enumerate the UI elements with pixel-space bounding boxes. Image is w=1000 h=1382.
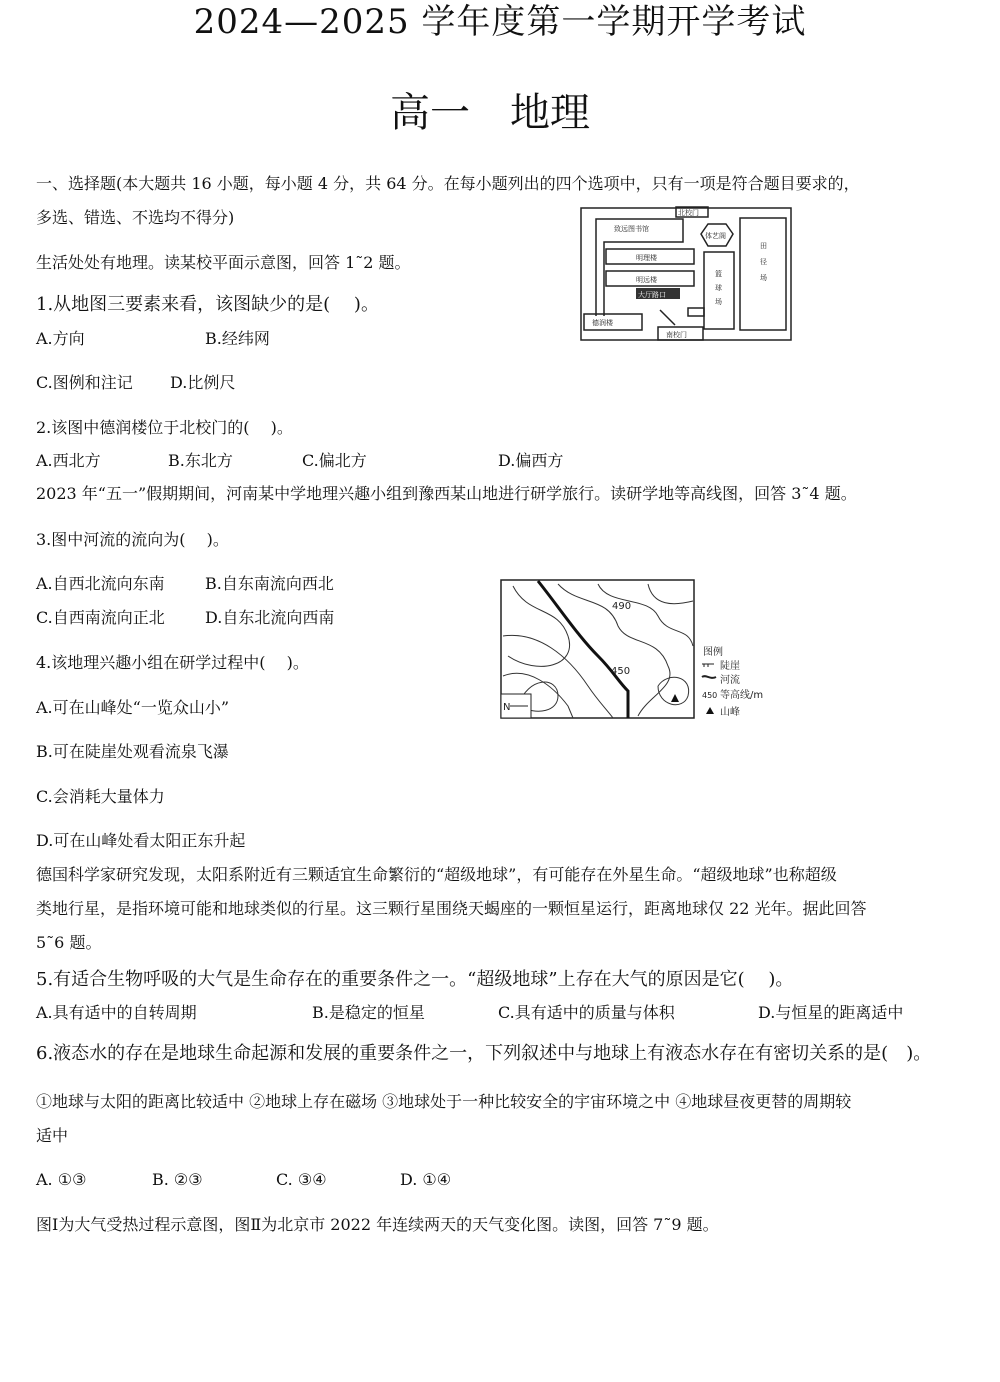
contour-map	[498, 576, 778, 722]
track-label: 田	[760, 242, 767, 250]
legend-river: 河流	[720, 675, 740, 686]
option: C.图例和注记	[36, 373, 133, 392]
cliff-icon	[702, 664, 714, 667]
option: A.方向	[36, 329, 85, 348]
arts-label: 体艺阁	[705, 232, 726, 240]
legend-peak: 山峰	[720, 707, 740, 718]
option: B.可在陡崖处观看流泉飞瀑	[36, 742, 229, 761]
option: B.自东南流向西北	[205, 574, 334, 593]
north-gate-label: 北校门	[678, 209, 699, 217]
derun-label: 德润楼	[592, 319, 613, 327]
passage-4: 图Ⅰ为大气受热过程示意图，图Ⅱ为北京市 2022 年连续两天的天气变化图。读图，回答 7˜9 题。	[36, 1215, 719, 1234]
option: A.西北方	[36, 451, 101, 470]
option: A.可在山峰处“一览众山小”	[36, 698, 230, 717]
option: B. ②③	[152, 1170, 203, 1189]
legend-contour-value: 450	[702, 691, 718, 700]
peak-icon	[671, 694, 679, 702]
option: A. ①③	[36, 1170, 87, 1189]
passage-2: 2023 年“五一”假期期间，河南某中学地理兴趣小组到豫西某山地进行研学旅行。读研学地等高线图，回答 3˜4 题。	[36, 484, 857, 503]
option: C. ③④	[276, 1170, 327, 1189]
legend-cliff: 陡崖	[720, 661, 740, 672]
building-label: 明理楼	[636, 254, 657, 262]
south-gate-label: 南校门	[666, 331, 687, 339]
option: D.比例尺	[170, 373, 236, 392]
building-label: 明远楼	[636, 276, 657, 284]
passage-3-line3: 5˜6 题。	[36, 933, 102, 952]
track-label: 场	[760, 274, 767, 282]
river-icon	[702, 676, 716, 678]
exam-subject: 高一 地理	[390, 90, 590, 136]
track-label: 径	[760, 258, 767, 266]
exam-title: 2024—2025 学年度第一学期开学考试	[193, 2, 807, 42]
question-2: 2.该图中德润楼位于北校门的( )。	[36, 418, 293, 437]
question-1: 1.从地图三要素来看，该图缺少的是( )。	[36, 294, 379, 315]
legend-contour: 等高线/m	[720, 690, 764, 701]
option: D.可在山峰处看太阳正东升起	[36, 831, 246, 850]
school-map	[578, 204, 796, 344]
legend-title: 图例	[703, 647, 723, 658]
question-6: 6.液态水的存在是地球生命起源和发展的重要条件之一，下列叙述中与地球上有液态水存在有密切关系的是( )。	[36, 1043, 932, 1064]
question-4: 4.该地理兴趣小组在研学过程中( )。	[36, 653, 309, 672]
section-instruction-2: 多选、错选、不选均不得分)	[36, 208, 235, 227]
basketball-label: 场	[715, 298, 722, 306]
contour-label-450: 450	[611, 666, 631, 677]
north-arrow-label: N	[503, 702, 511, 713]
option: C.偏北方	[302, 451, 367, 470]
passage-3-line2: 类地行星，是指环境可能和地球类似的行星。这三颗行星围绕天蝎座的一颗恒星运行，距离地球仅 22 光年。据此回答	[36, 899, 867, 918]
option: A.自西北流向东南	[36, 574, 165, 593]
option: D.与恒星的距离适中	[758, 1003, 904, 1022]
option: D.自东北流向西南	[205, 608, 335, 627]
option: B.是稳定的恒星	[312, 1003, 425, 1022]
statements: ①地球与太阳的距离比较适中 ②地球上存在磁场 ③地球处于一种比较安全的宇宙环境之中 ④地球昼夜更替的周期较	[36, 1092, 852, 1111]
option: D. ①④	[400, 1170, 452, 1189]
question-3: 3.图中河流的流向为( )。	[36, 530, 229, 549]
option: B.经纬网	[205, 329, 270, 348]
option: C.自西南流向正北	[36, 608, 165, 627]
question-5: 5.有适合生物呼吸的大气是生命存在的重要条件之一。“超级地球”上存在大气的原因是它( )。	[36, 969, 794, 990]
statements-2: 适中	[36, 1126, 69, 1145]
option: C.会消耗大量体力	[36, 787, 165, 806]
hall-label: 大厅路口	[638, 291, 666, 299]
section-instruction: 一、选择题(本大题共 16 小题，每小题 4 分，共 64 分。在每小题列出的四个选项中，只有一项是符合题目要求的，	[36, 174, 860, 193]
peak-legend-icon	[706, 707, 714, 714]
option: B.东北方	[168, 451, 233, 470]
contour-label-490: 490	[612, 601, 632, 612]
basketball-label: 球	[715, 284, 722, 292]
option: A.具有适中的自转周期	[36, 1003, 197, 1022]
passage-1: 生活处处有地理。读某校平面示意图，回答 1˜2 题。	[36, 253, 411, 272]
basketball-label: 篮	[715, 270, 722, 278]
option: C.具有适中的质量与体积	[498, 1003, 675, 1022]
option: D.偏西方	[498, 451, 564, 470]
library-label: 致远图书馆	[614, 225, 649, 233]
passage-3: 德国科学家研究发现，太阳系附近有三颗适宜生命繁衍的“超级地球”，有可能存在外星生命。“超级地球”也称超级	[36, 865, 837, 884]
